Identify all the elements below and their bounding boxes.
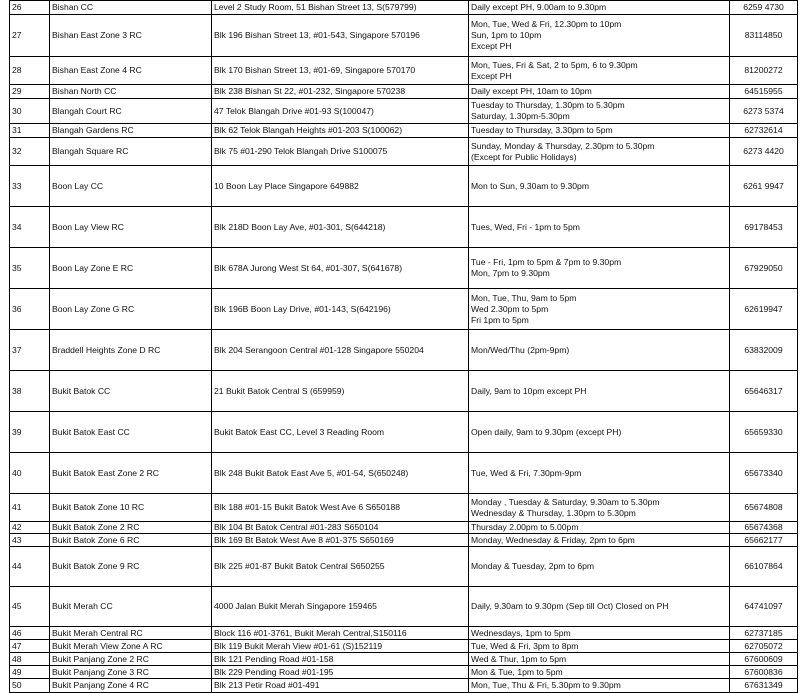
address-cell: Blk 213 Petir Road #01-491 xyxy=(212,679,469,693)
opening-hours-line: Tuesday to Thursday, 1.30pm to 5.30pm xyxy=(471,100,625,110)
opening-hours-cell xyxy=(469,289,730,330)
centre-name-cell: Bukit Batok Zone 10 RC xyxy=(50,494,212,522)
address-cell: Blk 62 Telok Blangah Heights #01-203 S(100062) xyxy=(212,124,469,138)
address-cell: Blk 121 Pending Road #01-158 xyxy=(212,653,469,666)
opening-hours-line: Mon, 7pm to 9.30pm xyxy=(471,268,550,278)
opening-hours-cell xyxy=(469,679,730,693)
table-row xyxy=(10,371,798,412)
opening-hours-cell xyxy=(469,1,730,15)
opening-hours-line: Mon, Tue, Wed & Fri, 12.30pm to 10pm xyxy=(471,19,622,29)
address-cell: 21 Bukit Batok Central S (659959) xyxy=(212,371,469,412)
opening-hours-line: Tue, Wed & Fri, 3pm to 8pm xyxy=(471,640,579,651)
opening-hours-line: Except PH xyxy=(471,70,512,81)
opening-hours-cell xyxy=(469,248,730,289)
phone-cell: 69178453 xyxy=(730,207,798,248)
row-number-cell: 43 xyxy=(10,534,50,547)
phone-cell: 67600836 xyxy=(730,666,798,679)
address-cell: Blk 196B Boon Lay Drive, #01-143, S(642196) xyxy=(212,289,469,330)
phone-cell: 6273 5374 xyxy=(730,99,798,124)
opening-hours-cell xyxy=(469,57,730,85)
opening-hours-cell xyxy=(469,412,730,453)
address-cell: Blk 225 #01-87 Bukit Batok Central S650255 xyxy=(212,547,469,587)
opening-hours-line: Mon/Wed/Thu (2pm-9pm) xyxy=(471,344,570,355)
opening-hours-line: Fri 1pm to 5pm xyxy=(471,314,529,325)
phone-cell: 62732614 xyxy=(730,124,798,138)
table-row xyxy=(10,640,798,653)
phone-cell: 66107864 xyxy=(730,547,798,587)
centre-name-cell: Bukit Panjang Zone 4 RC xyxy=(50,679,212,693)
row-number-cell: 32 xyxy=(10,138,50,166)
table-row xyxy=(10,138,798,166)
row-number-cell: 39 xyxy=(10,412,50,453)
centre-name-cell: Bukit Merah View Zone A RC xyxy=(50,640,212,653)
opening-hours-cell xyxy=(469,371,730,412)
table-row xyxy=(10,207,798,248)
phone-cell: 67600609 xyxy=(730,653,798,666)
phone-cell: 64515955 xyxy=(730,85,798,99)
opening-hours-cell xyxy=(469,85,730,99)
opening-hours-line: Thursday 2.00pm to 5.00pm xyxy=(471,522,579,532)
address-cell: 4000 Jalan Bukit Merah Singapore 159465 xyxy=(212,587,469,627)
table-row xyxy=(10,547,798,587)
opening-hours-line: Tue - Fri, 1pm to 5pm & 7pm to 9.30pm xyxy=(471,257,622,267)
row-number-cell: 42 xyxy=(10,522,50,534)
row-number-cell: 26 xyxy=(10,1,50,15)
phone-cell: 64741097 xyxy=(730,587,798,627)
address-cell: 47 Telok Blangah Drive #01-93 S(100047) xyxy=(212,99,469,124)
address-cell: Blk 169 Bt Batok West Ave 8 #01-375 S650169 xyxy=(212,534,469,547)
row-number-cell: 29 xyxy=(10,85,50,99)
row-number-cell: 40 xyxy=(10,453,50,494)
centre-name-cell: Boon Lay Zone E RC xyxy=(50,248,212,289)
row-number-cell: 37 xyxy=(10,330,50,371)
opening-hours-cell xyxy=(469,138,730,166)
phone-cell: 6273 4420 xyxy=(730,138,798,166)
document-sheet xyxy=(9,0,797,693)
opening-hours-line: Tuesday to Thursday, 3.30pm to 5pm xyxy=(471,125,613,135)
phone-cell: 65674808 xyxy=(730,494,798,522)
opening-hours-cell xyxy=(469,534,730,547)
row-number-cell: 35 xyxy=(10,248,50,289)
address-cell: Blk 119 Bukit Merah View #01-61 (S)152119 xyxy=(212,640,469,653)
opening-hours-line: Mon, Tue, Thu, 9am to 5pm xyxy=(471,292,577,303)
table-row xyxy=(10,99,798,124)
table-row xyxy=(10,289,798,330)
address-cell: Blk 238 Bishan St 22, #01-232, Singapore 570238 xyxy=(212,85,469,99)
phone-cell: 6261 9947 xyxy=(730,166,798,207)
opening-hours-cell xyxy=(469,666,730,679)
opening-hours-line: Wednesdays, 1pm to 5pm xyxy=(471,627,571,638)
address-cell: Blk 196 Bishan Street 13, #01-543, Singapore 570196 xyxy=(212,15,469,57)
centre-name-cell: Bukit Batok East Zone 2 RC xyxy=(50,453,212,494)
centre-name-cell: Bukit Merah Central RC xyxy=(50,627,212,640)
centre-name-cell: Blangah Square RC xyxy=(50,138,212,166)
address-cell: Level 2 Study Room, 51 Bishan Street 13, S(579799) xyxy=(212,1,469,15)
table-row xyxy=(10,522,798,534)
opening-hours-cell xyxy=(469,124,730,138)
row-number-cell: 34 xyxy=(10,207,50,248)
centre-name-cell: Boon Lay View RC xyxy=(50,207,212,248)
centre-name-cell: Bukit Batok CC xyxy=(50,371,212,412)
centre-name-cell: Bishan East Zone 3 RC xyxy=(50,15,212,57)
opening-hours-line: Daily except PH, 10am to 10pm xyxy=(471,86,592,96)
centre-name-cell: Boon Lay CC xyxy=(50,166,212,207)
row-number-cell: 44 xyxy=(10,547,50,587)
phone-cell: 67929050 xyxy=(730,248,798,289)
table-row xyxy=(10,248,798,289)
opening-hours-line: Tue, Wed & Fri, 7.30pm-9pm xyxy=(471,467,582,478)
table-row xyxy=(10,534,798,547)
centre-name-cell: Braddell Heights Zone D RC xyxy=(50,330,212,371)
table-row xyxy=(10,679,798,693)
opening-hours-cell xyxy=(469,166,730,207)
row-number-cell: 36 xyxy=(10,289,50,330)
row-number-cell: 45 xyxy=(10,587,50,627)
phone-cell: 63832009 xyxy=(730,330,798,371)
address-cell: Bukit Batok East CC, Level 3 Reading Room xyxy=(212,412,469,453)
phone-cell: 65674368 xyxy=(730,522,798,534)
opening-hours-cell xyxy=(469,207,730,248)
opening-hours-cell xyxy=(469,99,730,124)
phone-cell: 81200272 xyxy=(730,57,798,85)
opening-hours-line: Mon, Tue, Thu & Fri, 5.30pm to 9.30pm xyxy=(471,680,621,690)
opening-hours-cell xyxy=(469,587,730,627)
opening-hours-line: Daily, 9am to 10pm except PH xyxy=(471,385,587,396)
phone-cell: 65673340 xyxy=(730,453,798,494)
phone-cell: 65659330 xyxy=(730,412,798,453)
opening-hours-line: Sunday, Monday & Thursday, 2.30pm to 5.30pm xyxy=(471,140,655,151)
address-cell: Blk 678A Jurong West St 64, #01-307, S(641678) xyxy=(212,248,469,289)
opening-hours-line: (Except for Public Holidays) xyxy=(471,151,577,162)
phone-cell: 83114850 xyxy=(730,15,798,57)
row-number-cell: 48 xyxy=(10,653,50,666)
centre-name-cell: Bukit Batok Zone 2 RC xyxy=(50,522,212,534)
centre-name-cell: Bukit Batok Zone 9 RC xyxy=(50,547,212,587)
opening-hours-line: Mon, Tues, Fri & Sat, 2 to 5pm, 6 to 9.30pm xyxy=(471,59,638,70)
row-number-cell: 46 xyxy=(10,627,50,640)
row-number-cell: 31 xyxy=(10,124,50,138)
phone-cell: 62619947 xyxy=(730,289,798,330)
centre-name-cell: Blangah Court RC xyxy=(50,99,212,124)
opening-hours-cell xyxy=(469,453,730,494)
row-number-cell: 49 xyxy=(10,666,50,679)
table-row xyxy=(10,57,798,85)
phone-cell: 65646317 xyxy=(730,371,798,412)
address-cell: 10 Boon Lay Place Singapore 649882 xyxy=(212,166,469,207)
opening-hours-line: Monday, Wednesday & Friday, 2pm to 6pm xyxy=(471,534,635,545)
centre-name-cell: Bishan CC xyxy=(50,1,212,15)
phone-cell: 62705072 xyxy=(730,640,798,653)
opening-hours-line: Sun, 1pm to 10pm xyxy=(471,30,542,40)
centre-name-cell: Boon Lay Zone G RC xyxy=(50,289,212,330)
opening-hours-line: Monday & Tuesday, 2pm to 6pm xyxy=(471,561,595,571)
address-cell: Blk 75 #01-290 Telok Blangah Drive S100075 xyxy=(212,138,469,166)
row-number-cell: 47 xyxy=(10,640,50,653)
centre-name-cell: Bishan East Zone 4 RC xyxy=(50,57,212,85)
opening-hours-line: Mon to Sun, 9.30am to 9.30pm xyxy=(471,180,589,191)
row-number-cell: 50 xyxy=(10,679,50,693)
centre-name-cell: Blangah Gardens RC xyxy=(50,124,212,138)
opening-hours-line: Mon & Tue, 1pm to 5pm xyxy=(471,666,563,677)
table-row xyxy=(10,85,798,99)
centre-name-cell: Bukit Batok East CC xyxy=(50,412,212,453)
opening-hours-line: Except PH xyxy=(471,41,512,51)
opening-hours-line: Open daily, 9am to 9.30pm (except PH) xyxy=(471,426,622,437)
opening-hours-line: Tues, Wed, Fri - 1pm to 5pm xyxy=(471,221,580,232)
table-row xyxy=(10,330,798,371)
table-body xyxy=(10,1,798,693)
table-row xyxy=(10,494,798,522)
table-row xyxy=(10,653,798,666)
address-cell: Block 116 #01-3761, Bukit Merah Central,S150116 xyxy=(212,627,469,640)
opening-hours-cell xyxy=(469,522,730,534)
phone-cell: 65662177 xyxy=(730,534,798,547)
table-row xyxy=(10,1,798,15)
opening-hours-line: Monday , Tuesday & Saturday, 9.30am to 5.30pm xyxy=(471,496,660,507)
opening-hours-line: Wed & Thur, 1pm to 5pm xyxy=(471,653,567,664)
phone-cell: 67631349 xyxy=(730,679,798,693)
table-row xyxy=(10,15,798,57)
opening-hours-line: Wednesday & Thursday, 1.30pm to 5.30pm xyxy=(471,507,636,518)
table-row xyxy=(10,666,798,679)
opening-hours-cell xyxy=(469,653,730,666)
opening-hours-line: Daily except PH, 9.00am to 9.30pm xyxy=(471,2,607,12)
table-row xyxy=(10,166,798,207)
opening-hours-cell xyxy=(469,640,730,653)
row-number-cell: 27 xyxy=(10,15,50,57)
address-cell: Blk 204 Serangoon Central #01-128 Singapore 550204 xyxy=(212,330,469,371)
opening-hours-cell xyxy=(469,330,730,371)
address-cell: Blk 104 Bt Batok Central #01-283 S650104 xyxy=(212,522,469,534)
centre-name-cell: Bukit Merah CC xyxy=(50,587,212,627)
opening-hours-cell xyxy=(469,15,730,57)
address-cell: Blk 248 Bukit Batok East Ave 5, #01-54, S(650248) xyxy=(212,453,469,494)
centre-name-cell: Bukit Panjang Zone 2 RC xyxy=(50,653,212,666)
phone-cell: 62737185 xyxy=(730,627,798,640)
row-number-cell: 41 xyxy=(10,494,50,522)
row-number-cell: 28 xyxy=(10,57,50,85)
centre-name-cell: Bukit Batok Zone 6 RC xyxy=(50,534,212,547)
address-cell: Blk 170 Bishan Street 13, #01-69, Singapore 570170 xyxy=(212,57,469,85)
opening-hours-line: Daily, 9.30am to 9.30pm (Sep till Oct) Closed on PH xyxy=(471,601,669,611)
centre-name-cell: Bukit Panjang Zone 3 RC xyxy=(50,666,212,679)
community-centre-table xyxy=(9,0,798,693)
address-cell: Blk 229 Pending Road #01-195 xyxy=(212,666,469,679)
table-row xyxy=(10,412,798,453)
address-cell: Blk 218D Boon Lay Ave, #01-301, S(644218) xyxy=(212,207,469,248)
opening-hours-cell xyxy=(469,547,730,587)
table-row xyxy=(10,124,798,138)
address-cell: Blk 188 #01-15 Bukit Batok West Ave 6 S650188 xyxy=(212,494,469,522)
centre-name-cell: Bishan North CC xyxy=(50,85,212,99)
opening-hours-cell xyxy=(469,494,730,522)
row-number-cell: 33 xyxy=(10,166,50,207)
table-row xyxy=(10,627,798,640)
phone-cell: 6259 4730 xyxy=(730,1,798,15)
row-number-cell: 38 xyxy=(10,371,50,412)
opening-hours-cell xyxy=(469,627,730,640)
row-number-cell: 30 xyxy=(10,99,50,124)
opening-hours-line: Wed 2.30pm to 5pm xyxy=(471,303,549,314)
opening-hours-line: Saturday, 1.30pm-5.30pm xyxy=(471,111,570,121)
table-row xyxy=(10,587,798,627)
table-row xyxy=(10,453,798,494)
